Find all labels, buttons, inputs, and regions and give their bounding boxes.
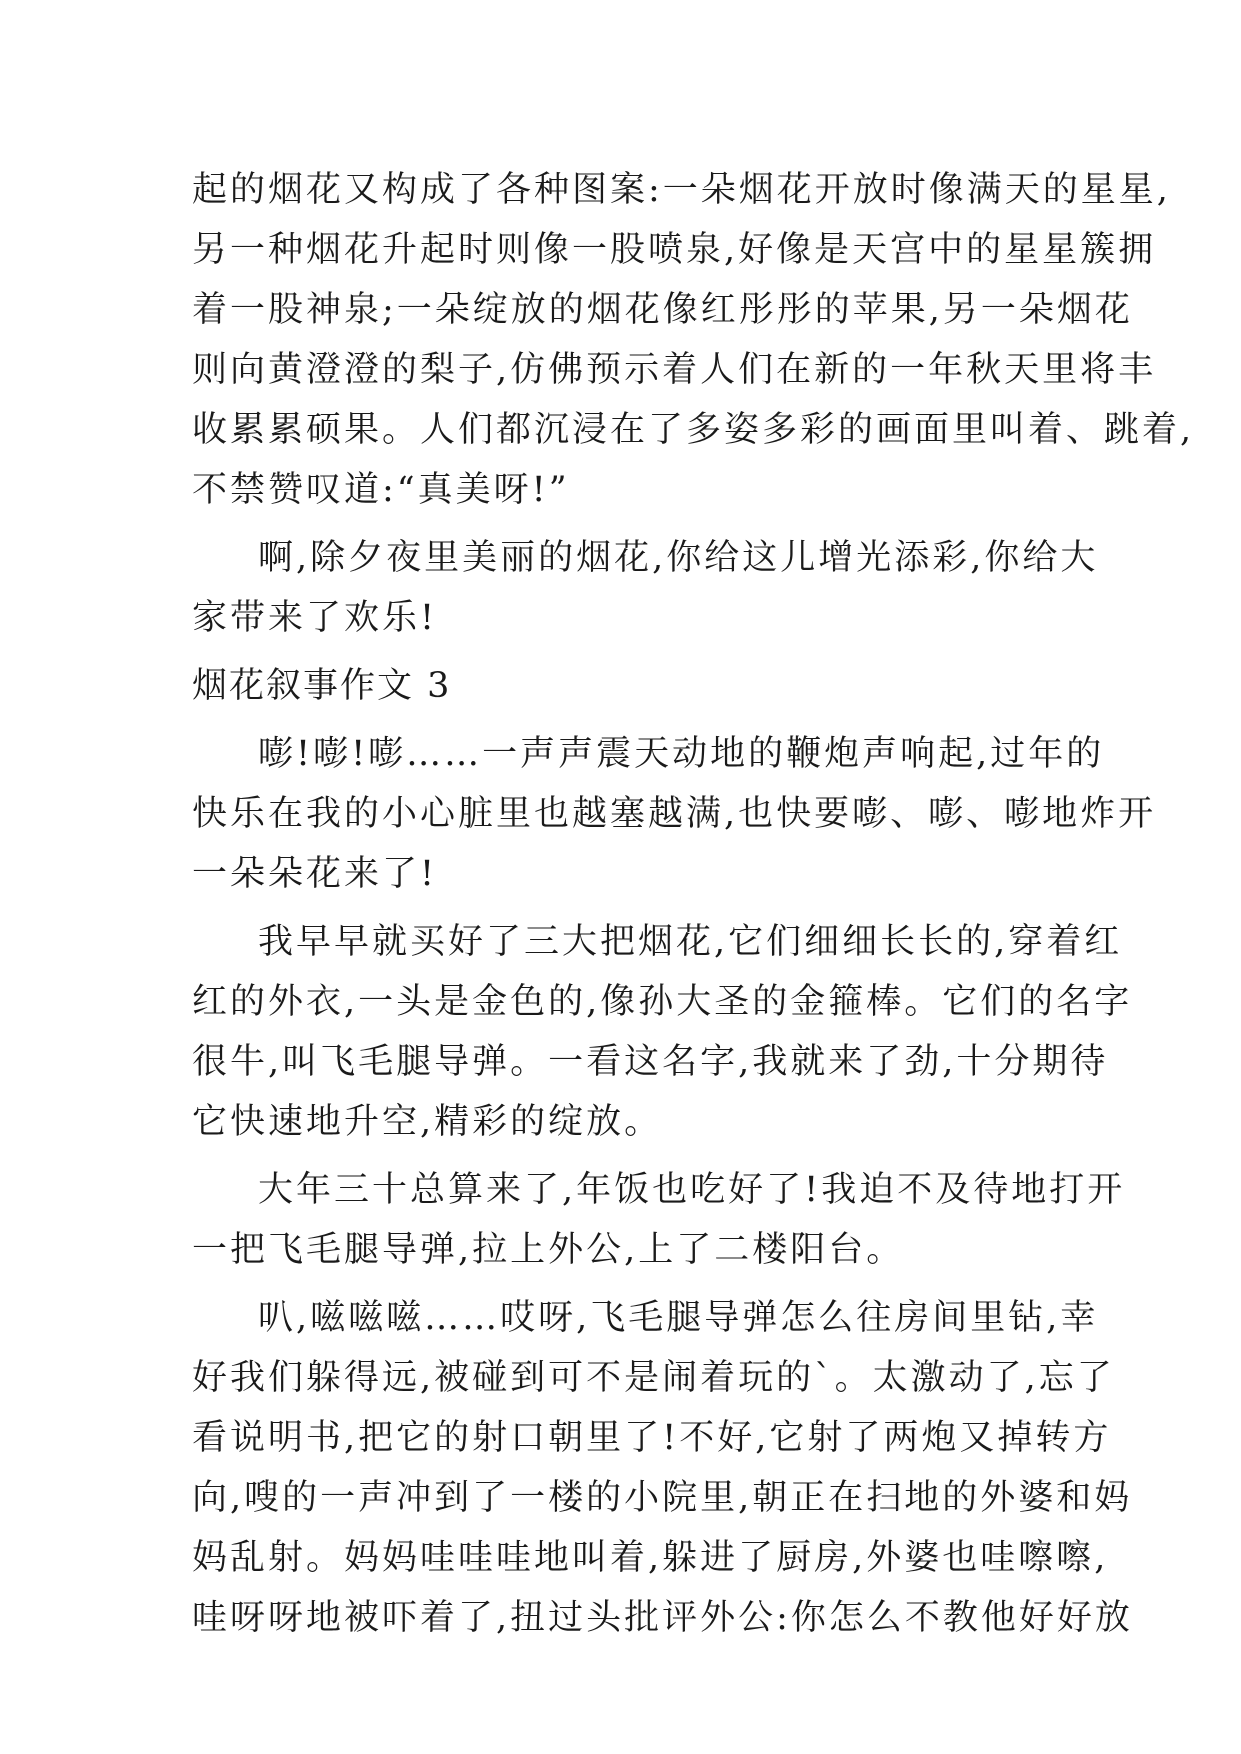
heading-text: 烟花叙事作文 3 [192, 666, 452, 706]
text-line: 家带来了欢乐! [192, 598, 438, 638]
text-line: 好我们躲得远,被碰到可不是闹着玩的`。太激动了,忘了 [192, 1358, 1115, 1398]
text-line: 啊,除夕夜里美丽的烟花,你给这儿增光添彩,你给大 [258, 538, 1099, 578]
text-line: 收累累硕果。人们都沉浸在了多姿多彩的画面里叫着、跳着, [192, 410, 1195, 450]
paragraph [192, 528, 1099, 648]
text-line: 起的烟花又构成了各种图案:一朵烟花开放时像满天的星星, [192, 170, 1171, 210]
paragraph [192, 724, 1157, 904]
text-line: 快乐在我的小心脏里也越塞越满,也快要嘭、嘭、嘭地炸开 [192, 794, 1157, 834]
text-line: 另一种烟花升起时则像一股喷泉,好像是天宫中的星星簇拥 [192, 230, 1157, 270]
text-line: 红的外衣,一头是金色的,像孙大圣的金箍棒。它们的名字 [192, 982, 1133, 1022]
paragraph [192, 912, 1133, 1152]
text-line: 看说明书,把它的射口朝里了!不好,它射了两炮又掉转方 [192, 1418, 1112, 1458]
text-line: 叭,嗞嗞嗞……哎呀,飞毛腿导弹怎么往房间里钻,幸 [258, 1298, 1099, 1338]
text-line: 一朵朵花来了! [192, 854, 438, 894]
section-heading [192, 656, 1092, 716]
text-line: 则向黄澄澄的梨子,仿佛预示着人们在新的一年秋天里将丰 [192, 350, 1157, 390]
text-line: 向,嗖的一声冲到了一楼的小院里,朝正在扫地的外婆和妈 [192, 1478, 1133, 1518]
document-body [192, 160, 1195, 1648]
text-line: 嘭!嘭!嘭……一声声震天动地的鞭炮声响起,过年的 [258, 734, 1105, 774]
text-line: 着一股神泉;一朵绽放的烟花像红彤彤的苹果,另一朵烟花 [192, 290, 1133, 330]
text-line: 大年三十总算来了,年饭也吃好了!我迫不及待地打开 [258, 1170, 1126, 1210]
text-line: 我早早就买好了三大把烟花,它们细细长长的,穿着红 [258, 922, 1123, 962]
text-line: 一把飞毛腿导弹,拉上外公,上了二楼阳台。 [192, 1230, 905, 1270]
text-line: 很牛,叫飞毛腿导弹。一看这名字,我就来了劲,十分期待 [192, 1042, 1109, 1082]
text-line: 哇呀呀地被吓着了,扭过头批评外公:你怎么不教他好好放 [192, 1598, 1133, 1638]
text-line: 妈乱射。妈妈哇哇哇地叫着,躲进了厨房,外婆也哇嚓嚓, [192, 1538, 1109, 1578]
paragraph-continuation [192, 160, 1195, 520]
paragraph [192, 1160, 1126, 1280]
text-line: 它快速地升空,精彩的绽放。 [192, 1102, 663, 1142]
paragraph [192, 1288, 1133, 1648]
text-line: 不禁赞叹道:“真美呀!” [192, 470, 570, 510]
